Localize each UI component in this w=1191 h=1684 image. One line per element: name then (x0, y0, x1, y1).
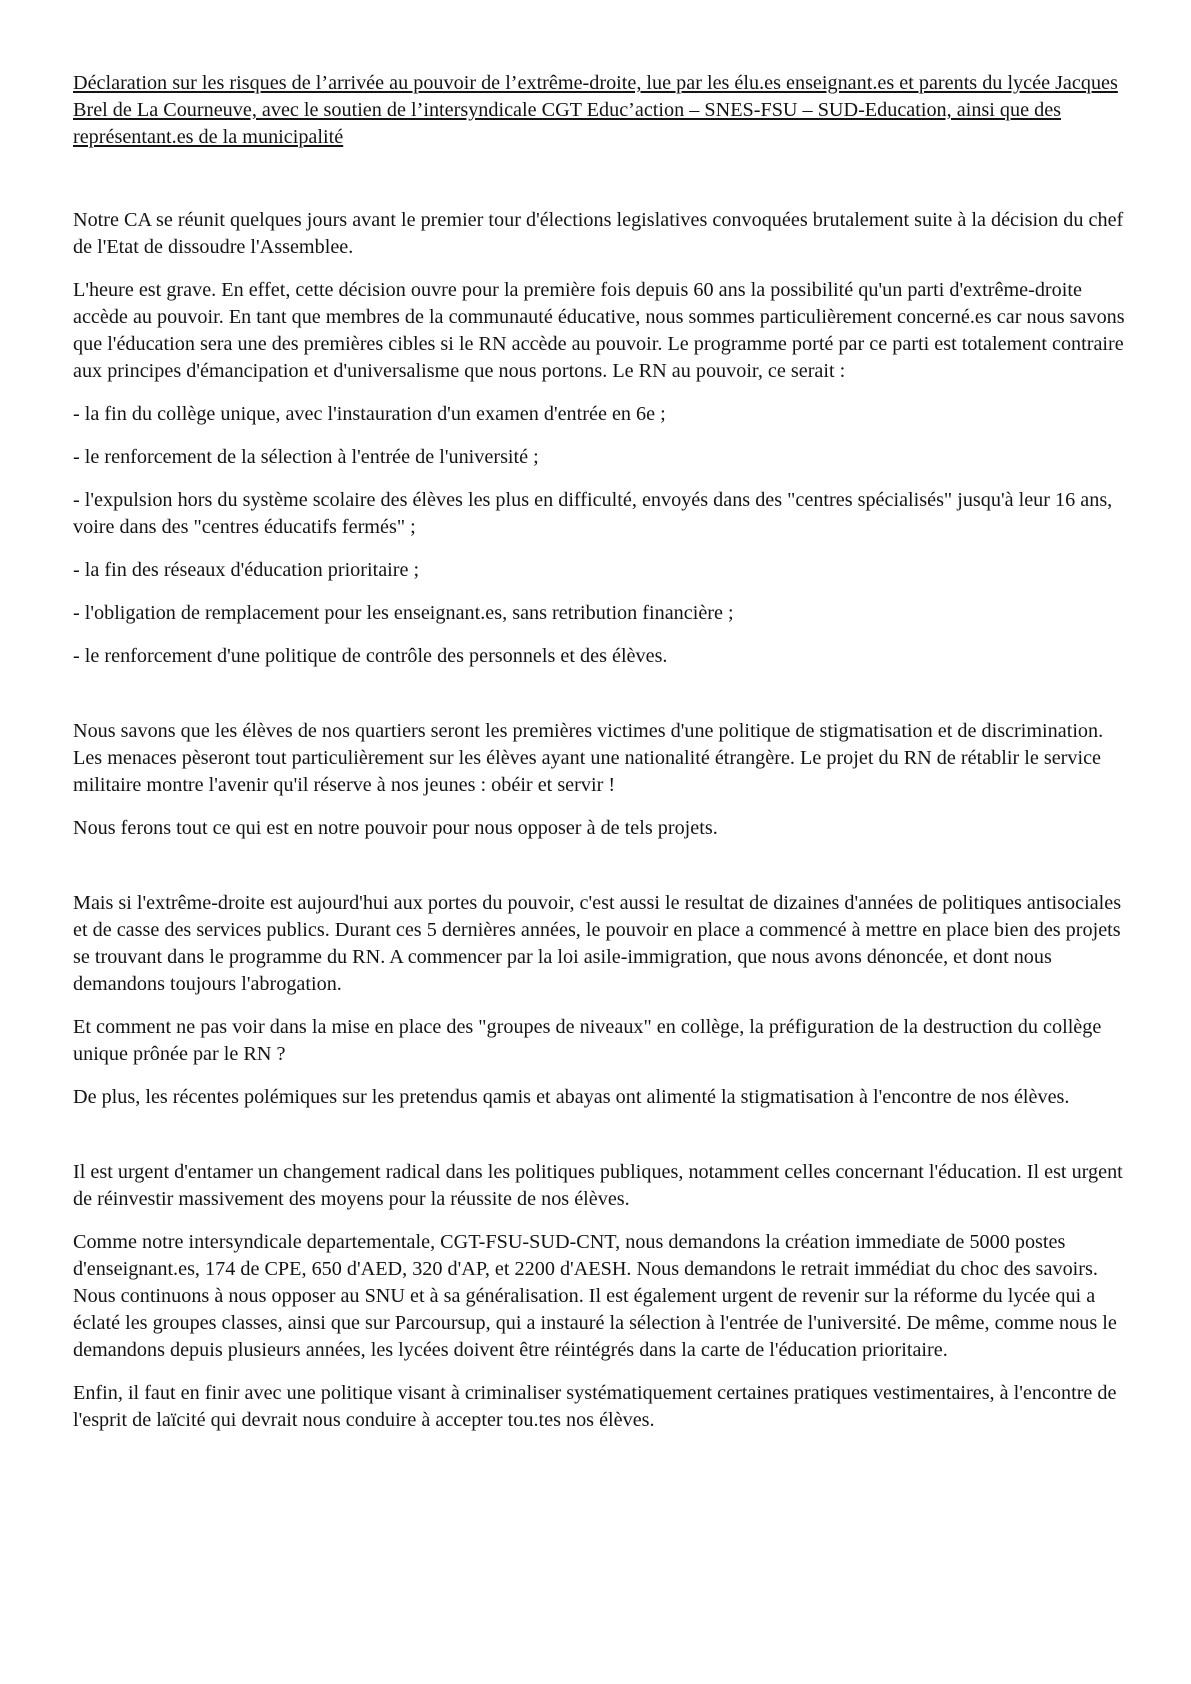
paragraph-intro: Notre CA se réunit quelques jours avant le premier tour d'élections legislatives convoquées brutalement suite à la décision du chef de l'Etat de dissoudre l'Assemblee. (73, 209, 1124, 258)
paragraph-groups: Et comment ne pas voir dans la mise en place des "groupes de niveaux" en collège, la préfiguration de la destruction du collège unique prônée par le RN ? (73, 1016, 1102, 1065)
paragraph-gravity: L'heure est grave. En effet, cette décision ouvre pour la première fois depuis 60 ans la possibilité qu'un parti d'extrême-droite accède au pouvoir. En tant que membres de la communauté éducative, nous sommes particulièrement concerné.es car nous savons que l'éducation sera une des premières cibles si le RN accède au pouvoir. Le programme porté par ce parti est totalement contraire aux principes d'émancipation et d'universalisme que nous portons. Le RN au pouvoir, ce serait : (73, 279, 1125, 382)
paragraph-demands: Comme notre intersyndicale departementale, CGT-FSU-SUD-CNT, nous demandons la création immediate de 5000 postes d'enseignant.es, 174 de CPE, 650 d'AED, 320 d'AP, et 2200 d'AESH. Nous demandons le retrait immédiat du choc des savoirs. Nous continuons à nous opposer au SNU et à sa généralisation. Il est également urgent de revenir sur la réforme du lycée qui a éclaté les groupes classes, ainsi que sur Parcoursup, qui a instauré la sélection à l'entrée de l'université. De même, comme nous le demandons depuis plusieurs années, les lycées doivent être réintégrés dans la carte de l'éducation prioritaire. (73, 1231, 1117, 1361)
paragraph-oppose: Nous ferons tout ce qui est en notre pouvoir pour nous opposer à de tels projets. (73, 817, 718, 839)
document-title: Déclaration sur les risques de l’arrivée au pouvoir de l’extrême-droite, lue par les élu.es enseignant.es et parents du lycée Jacques Brel de La Courneuve, avec le soutien de l’intersyndicale CGT Educ’action – SNES-FSU – SUD-Education, ainsi que des représentant.es de la municipalité (73, 72, 1118, 148)
paragraph-victims: Nous savons que les élèves de nos quartiers seront les premières victimes d'une politique de stigmatisation et de discrimination. Les menaces pèseront tout particulièrement sur les élèves ayant une nationalité étrangère. Le projet du RN de rétablir le service militaire montre l'avenir qu'il réserve à nos jeunes : obéir et servir ! (73, 720, 1104, 796)
paragraph-conclusion: Enfin, il faut en finir avec une politique visant à criminaliser systématiquement certaines pratiques vestimentaires, à l'encontre de l'esprit de laïcité qui devrait nous conduire à accepter tou.tes nos élèves. (73, 1382, 1117, 1431)
list-item: - le renforcement d'une politique de contrôle des personnels et des élèves. (73, 645, 668, 667)
list-item: - l'obligation de remplacement pour les enseignant.es, sans retribution financière ; (73, 602, 734, 624)
paragraph-polemics: De plus, les récentes polémiques sur les pretendus qamis et abayas ont alimenté la stigmatisation à l'encontre de nos élèves. (73, 1086, 1070, 1108)
paragraph-policies: Mais si l'extrême-droite est aujourd'hui aux portes du pouvoir, c'est aussi le resultat de dizaines d'années de politiques antisociales et de casse des services publics. Durant ces 5 dernières années, le pouvoir en place a commencé à mettre en place bien des projets se trouvant dans le programme du RN. A commencer par la loi asile-immigration, que nous avons dénoncée, et dont nous demandons toujours l'abrogation. (73, 892, 1122, 995)
list-item: - l'expulsion hors du système scolaire des élèves les plus en difficulté, envoyés dans des "centres spécialisés" jusqu'à leur 16 ans, voire dans des "centres éducatifs fermés" ; (73, 489, 1113, 538)
list-item: - la fin des réseaux d'éducation prioritaire ; (73, 559, 420, 581)
list-item: - le renforcement de la sélection à l'entrée de l'université ; (73, 446, 539, 468)
list-item: - la fin du collège unique, avec l'instauration d'un examen d'entrée en 6e ; (73, 403, 666, 425)
document-page (73, 70, 1135, 1434)
paragraph-urgent: Il est urgent d'entamer un changement radical dans les politiques publiques, notamment celles concernant l'éducation. Il est urgent de réinvestir massivement des moyens pour la réussite de nos élèves. (73, 1161, 1123, 1210)
